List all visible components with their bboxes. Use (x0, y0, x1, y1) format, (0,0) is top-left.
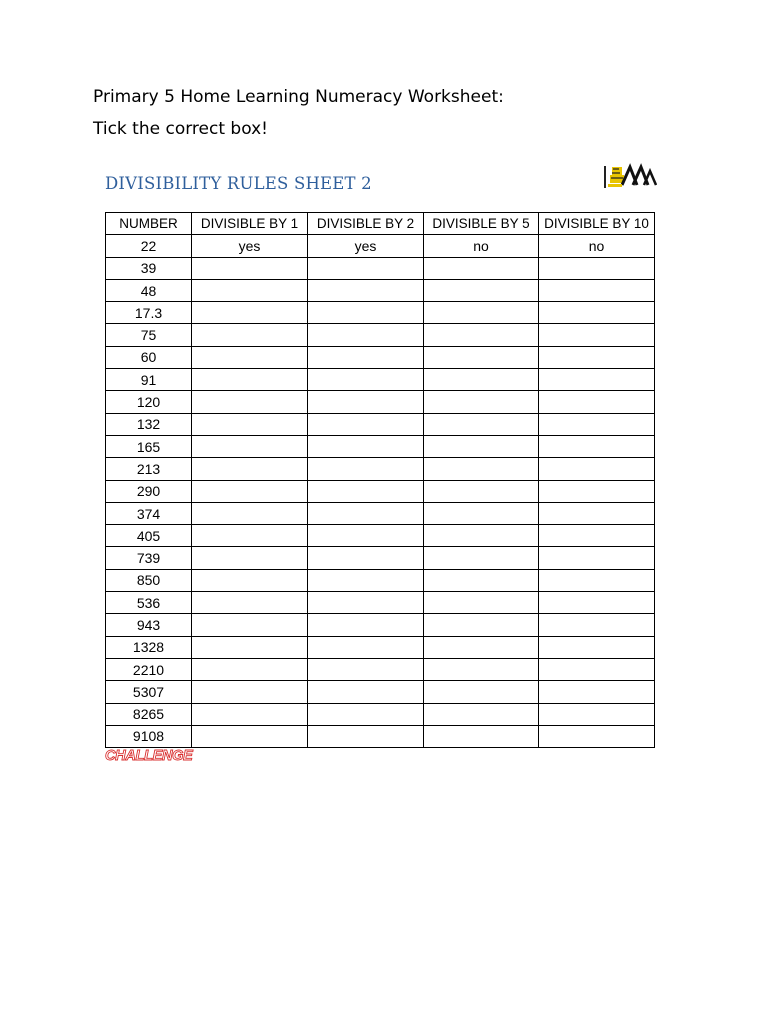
number-cell: 213 (106, 458, 192, 480)
table-row (106, 525, 655, 547)
column-header-number: NUMBER (106, 213, 192, 235)
answer-cell-by1[interactable] (192, 569, 308, 591)
answer-cell-by2[interactable] (308, 502, 424, 524)
answer-cell-by2[interactable] (308, 681, 424, 703)
divisibility-table (105, 212, 655, 748)
number-cell: 290 (106, 480, 192, 502)
answer-cell-by2[interactable] (308, 413, 424, 435)
column-header-divisible-by-2: DIVISIBLE BY 2 (308, 213, 424, 235)
answer-cell-by1[interactable] (192, 324, 308, 346)
answer-cell-by5[interactable] (424, 413, 539, 435)
answer-cell-by2[interactable] (308, 257, 424, 279)
number-cell: 17.3 (106, 302, 192, 324)
table-row (106, 391, 655, 413)
answer-cell-by10[interactable] (539, 257, 655, 279)
table-row (106, 413, 655, 435)
answer-cell-by2[interactable] (308, 279, 424, 301)
answer-cell-by10[interactable] (539, 547, 655, 569)
answer-cell-by2[interactable] (308, 569, 424, 591)
table-row (106, 458, 655, 480)
answer-cell-by2[interactable] (308, 435, 424, 457)
answer-cell-by2[interactable] (308, 592, 424, 614)
answer-cell-by1[interactable] (192, 435, 308, 457)
number-cell: 22 (106, 235, 192, 257)
answer-cell-by1[interactable] (192, 346, 308, 368)
answer-cell-by1[interactable] (192, 636, 308, 658)
number-cell: 2210 (106, 658, 192, 680)
table-row (106, 547, 655, 569)
table-row (106, 346, 655, 368)
answer-cell-by5[interactable] (424, 480, 539, 502)
answer-cell-by10[interactable] (539, 703, 655, 725)
logo-icon (604, 163, 657, 189)
table-row (106, 681, 655, 703)
answer-cell-by10[interactable] (539, 435, 655, 457)
answer-cell-by5[interactable] (424, 458, 539, 480)
table-row (106, 636, 655, 658)
number-cell: 39 (106, 257, 192, 279)
answer-cell-by10[interactable] (539, 614, 655, 636)
answer-cell-by1[interactable] (192, 547, 308, 569)
answer-cell-by10[interactable] (539, 658, 655, 680)
table-row (106, 279, 655, 301)
answer-cell-by1[interactable] (192, 502, 308, 524)
number-cell: 9108 (106, 725, 192, 747)
answer-cell-by1[interactable] (192, 302, 308, 324)
answer-cell-by2[interactable] (308, 636, 424, 658)
number-cell: 91 (106, 369, 192, 391)
answer-cell-by5[interactable] (424, 592, 539, 614)
answer-cell-by5[interactable] (424, 279, 539, 301)
answer-cell-by10[interactable] (539, 681, 655, 703)
answer-cell-by1[interactable] (192, 458, 308, 480)
column-header-divisible-by-10: DIVISIBLE BY 10 (539, 213, 655, 235)
answer-cell-by10[interactable]: no (539, 235, 655, 257)
answer-cell-by10[interactable] (539, 525, 655, 547)
answer-cell-by1[interactable] (192, 681, 308, 703)
answer-cell-by2[interactable] (308, 324, 424, 346)
answer-cell-by5[interactable] (424, 614, 539, 636)
answer-cell-by2[interactable] (308, 369, 424, 391)
answer-cell-by10[interactable] (539, 324, 655, 346)
challenge-label: CHALLENGE (105, 748, 193, 764)
sheet-title: DIVISIBILITY RULES SHEET 2 (105, 174, 372, 193)
number-cell: 165 (106, 435, 192, 457)
answer-cell-by2[interactable] (308, 725, 424, 747)
answer-cell-by10[interactable] (539, 480, 655, 502)
answer-cell-by1[interactable] (192, 413, 308, 435)
number-cell: 536 (106, 592, 192, 614)
answer-cell-by5[interactable] (424, 435, 539, 457)
answer-cell-by5[interactable] (424, 725, 539, 747)
number-cell: 60 (106, 346, 192, 368)
answer-cell-by1[interactable] (192, 391, 308, 413)
table-row (106, 614, 655, 636)
worksheet-instruction: Tick the correct box! (93, 119, 268, 139)
answer-cell-by2[interactable] (308, 703, 424, 725)
answer-cell-by10[interactable] (539, 391, 655, 413)
table-row (106, 480, 655, 502)
answer-cell-by10[interactable] (539, 413, 655, 435)
number-cell: 75 (106, 324, 192, 346)
column-header-divisible-by-5: DIVISIBLE BY 5 (424, 213, 539, 235)
answer-cell-by10[interactable] (539, 369, 655, 391)
worksheet-heading: Primary 5 Home Learning Numeracy Worksheet: (93, 87, 504, 107)
answer-cell-by5[interactable] (424, 324, 539, 346)
number-cell: 132 (106, 413, 192, 435)
table-row (106, 369, 655, 391)
answer-cell-by10[interactable] (539, 302, 655, 324)
answer-cell-by10[interactable] (539, 592, 655, 614)
answer-cell-by1[interactable] (192, 614, 308, 636)
answer-cell-by1[interactable]: yes (192, 235, 308, 257)
answer-cell-by5[interactable] (424, 346, 539, 368)
answer-cell-by2[interactable] (308, 480, 424, 502)
table-header-row (106, 213, 655, 235)
table-row (106, 302, 655, 324)
answer-cell-by5[interactable] (424, 569, 539, 591)
number-cell: 374 (106, 502, 192, 524)
column-header-divisible-by-1: DIVISIBLE BY 1 (192, 213, 308, 235)
answer-cell-by5[interactable] (424, 525, 539, 547)
answer-cell-by5[interactable] (424, 636, 539, 658)
table-row (106, 235, 655, 257)
number-cell: 8265 (106, 703, 192, 725)
number-cell: 1328 (106, 636, 192, 658)
table-row (106, 569, 655, 591)
answer-cell-by5[interactable] (424, 257, 539, 279)
answer-cell-by1[interactable] (192, 703, 308, 725)
table-row (106, 502, 655, 524)
answer-cell-by2[interactable] (308, 547, 424, 569)
answer-cell-by10[interactable] (539, 569, 655, 591)
answer-cell-by10[interactable] (539, 279, 655, 301)
answer-cell-by1[interactable] (192, 725, 308, 747)
answer-cell-by1[interactable] (192, 369, 308, 391)
table-row (106, 725, 655, 747)
answer-cell-by5[interactable] (424, 658, 539, 680)
number-cell: 943 (106, 614, 192, 636)
table-row (106, 257, 655, 279)
answer-cell-by5[interactable] (424, 369, 539, 391)
answer-cell-by5[interactable] (424, 681, 539, 703)
answer-cell-by5[interactable] (424, 703, 539, 725)
answer-cell-by1[interactable] (192, 658, 308, 680)
number-cell: 850 (106, 569, 192, 591)
answer-cell-by10[interactable] (539, 458, 655, 480)
answer-cell-by1[interactable] (192, 480, 308, 502)
answer-cell-by2[interactable] (308, 302, 424, 324)
answer-cell-by1[interactable] (192, 592, 308, 614)
answer-cell-by5[interactable] (424, 502, 539, 524)
answer-cell-by2[interactable] (308, 525, 424, 547)
table-row (106, 435, 655, 457)
answer-cell-by2[interactable] (308, 658, 424, 680)
answer-cell-by1[interactable] (192, 257, 308, 279)
answer-cell-by10[interactable] (539, 636, 655, 658)
table-row (106, 658, 655, 680)
number-cell: 405 (106, 525, 192, 547)
answer-cell-by1[interactable] (192, 525, 308, 547)
answer-cell-by5[interactable] (424, 391, 539, 413)
number-cell: 739 (106, 547, 192, 569)
answer-cell-by5[interactable] (424, 547, 539, 569)
answer-cell-by10[interactable] (539, 502, 655, 524)
answer-cell-by10[interactable] (539, 725, 655, 747)
answer-cell-by2[interactable] (308, 391, 424, 413)
answer-cell-by2[interactable] (308, 614, 424, 636)
answer-cell-by10[interactable] (539, 346, 655, 368)
number-cell: 5307 (106, 681, 192, 703)
number-cell: 120 (106, 391, 192, 413)
table-row (106, 592, 655, 614)
table-row (106, 324, 655, 346)
table-row (106, 703, 655, 725)
answer-cell-by5[interactable] (424, 302, 539, 324)
answer-cell-by2[interactable]: yes (308, 235, 424, 257)
answer-cell-by2[interactable] (308, 346, 424, 368)
answer-cell-by5[interactable]: no (424, 235, 539, 257)
number-cell: 48 (106, 279, 192, 301)
answer-cell-by2[interactable] (308, 458, 424, 480)
answer-cell-by1[interactable] (192, 279, 308, 301)
